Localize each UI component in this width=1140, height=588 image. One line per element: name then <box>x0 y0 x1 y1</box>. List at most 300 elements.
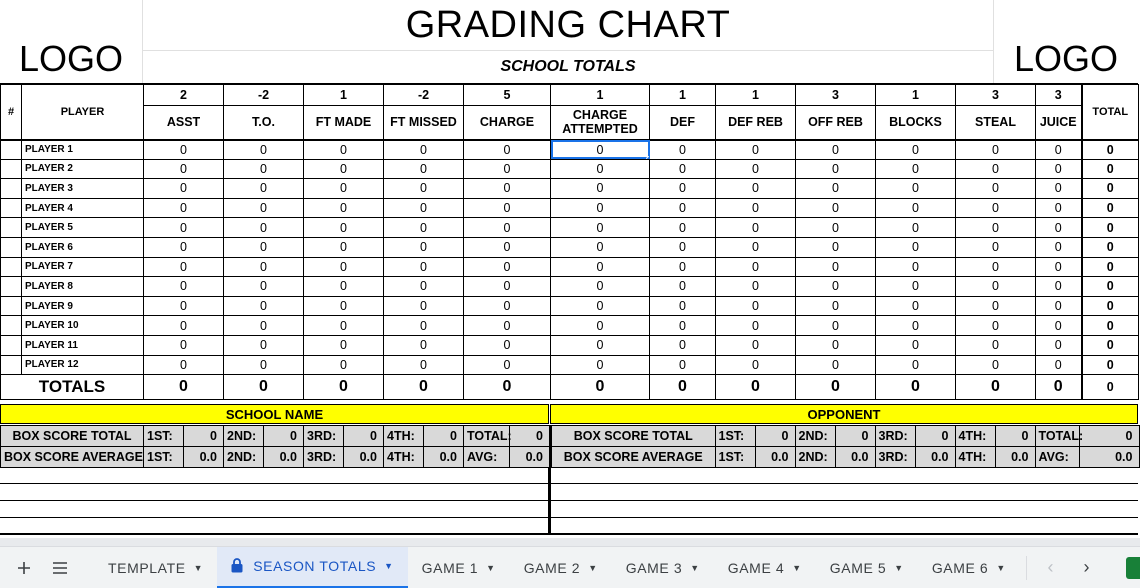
school-box-avg-row <box>1 447 550 468</box>
stat-cell[interactable]: 0 <box>464 316 551 336</box>
stat-cell[interactable]: 0 <box>304 335 384 355</box>
total-header: TOTAL <box>1082 85 1139 140</box>
stat-cell[interactable]: 0 <box>876 277 956 297</box>
q3-avg-value[interactable]: 0.0 <box>344 447 384 468</box>
stat-cell[interactable]: 0 <box>304 257 384 277</box>
stat-cell[interactable]: 0 <box>956 159 1036 179</box>
total-cell[interactable]: 0 <box>650 375 716 400</box>
school-box-total-row <box>1 426 550 447</box>
player-name[interactable]: PLAYER 12 <box>22 355 144 375</box>
stat-cell[interactable]: 0 <box>796 159 876 179</box>
sheet-title: GRADING CHART <box>405 3 731 46</box>
tab-label: GAME 6 <box>931 559 989 576</box>
tab-season-totals[interactable] <box>217 547 407 588</box>
stat-cell[interactable]: 0 <box>956 277 1036 297</box>
stat-weight[interactable]: 3 <box>796 85 876 106</box>
stat-cell[interactable]: 0 <box>304 355 384 375</box>
stat-cell[interactable]: 0 <box>1036 257 1082 277</box>
table-row <box>1 257 1139 277</box>
stat-cell[interactable]: 0 <box>1036 355 1082 375</box>
tab-label: GAME 5 <box>829 559 887 576</box>
stat-cell[interactable]: 0 <box>224 296 304 316</box>
stat-cell[interactable]: 0 <box>956 257 1036 277</box>
q2-value[interactable]: 0 <box>835 426 875 447</box>
stat-label: STEAL <box>956 106 1036 140</box>
row-number <box>1 355 22 375</box>
logo-left: LOGO <box>0 0 143 84</box>
player-total[interactable]: 0 <box>1082 355 1139 375</box>
stat-weight[interactable]: 1 <box>304 85 384 106</box>
total-cell[interactable]: 0 <box>876 375 956 400</box>
player-name[interactable]: PLAYER 2 <box>22 159 144 179</box>
stat-cell[interactable]: 0 <box>551 237 650 257</box>
stat-weight[interactable]: 2 <box>144 85 224 106</box>
stat-cell[interactable]: 0 <box>1036 277 1082 297</box>
stat-cell[interactable]: 0 <box>384 257 464 277</box>
stat-cell[interactable]: 0 <box>464 237 551 257</box>
stat-cell[interactable]: 0 <box>304 316 384 336</box>
q3-value[interactable]: 0 <box>344 426 384 447</box>
school-notes-area[interactable] <box>0 467 549 535</box>
stat-cell[interactable]: 0 <box>876 355 956 375</box>
stat-cell[interactable]: 0 <box>956 218 1036 238</box>
stat-cell[interactable]: 0 <box>796 316 876 336</box>
q1-value[interactable]: 0 <box>755 426 795 447</box>
stat-weight[interactable]: 1 <box>650 85 716 106</box>
q4-label: 4TH: <box>384 447 424 468</box>
stat-cell[interactable]: 0 <box>1036 218 1082 238</box>
player-name[interactable]: PLAYER 4 <box>22 198 144 218</box>
stat-cell[interactable]: 0 <box>796 296 876 316</box>
stat-cell[interactable]: 0 <box>551 198 650 218</box>
stat-cell[interactable]: 0 <box>551 257 650 277</box>
stat-cell[interactable]: 0 <box>650 140 716 160</box>
stat-label: DEF <box>650 106 716 140</box>
tab-label: GAME 3 <box>625 559 683 576</box>
q4-label: 4TH: <box>955 447 995 468</box>
total-cell[interactable]: 0 <box>224 375 304 400</box>
stat-cell[interactable]: 0 <box>144 335 224 355</box>
q2-avg-value[interactable]: 0.0 <box>264 447 304 468</box>
stat-cell[interactable]: 0 <box>144 198 224 218</box>
player-name[interactable]: PLAYER 5 <box>22 218 144 238</box>
player-total[interactable]: 0 <box>1082 159 1139 179</box>
stat-cell[interactable]: 0 <box>144 355 224 375</box>
stat-cell[interactable]: 0 <box>716 355 796 375</box>
stat-cell[interactable]: 0 <box>304 277 384 297</box>
stat-cell[interactable]: 0 <box>144 257 224 277</box>
opponent-box-avg-row <box>551 447 1139 468</box>
q1-value[interactable]: 0 <box>184 426 224 447</box>
stat-cell[interactable]: 0 <box>956 140 1036 160</box>
stat-cell[interactable]: 0 <box>144 179 224 199</box>
caret-down-icon[interactable]: ▼ <box>792 562 802 573</box>
player-total[interactable]: 0 <box>1082 335 1139 355</box>
stat-cell[interactable]: 0 <box>551 355 650 375</box>
total-cell[interactable]: 0 <box>1036 375 1082 400</box>
stat-cell[interactable]: 0 <box>144 316 224 336</box>
stat-cell[interactable]: 0 <box>384 218 464 238</box>
player-total[interactable]: 0 <box>1082 296 1139 316</box>
stat-cell[interactable]: 0 <box>464 140 551 160</box>
stat-cell[interactable]: 0 <box>716 218 796 238</box>
stat-label: CHARGE ATTEMPTED <box>551 106 650 140</box>
stat-cell[interactable]: 0 <box>464 296 551 316</box>
stat-cell[interactable]: 0 <box>384 355 464 375</box>
table-row <box>1 218 1139 238</box>
stat-cell[interactable]: 0 <box>876 316 956 336</box>
stat-label: FT MISSED <box>384 106 464 140</box>
total-cell[interactable]: 0 <box>144 375 224 400</box>
stat-cell[interactable]: 0 <box>551 218 650 238</box>
stat-cell[interactable]: 0 <box>224 159 304 179</box>
total-value[interactable]: 0 <box>1079 426 1139 447</box>
grand-total[interactable]: 0 <box>1082 375 1139 400</box>
stat-cell[interactable]: 0 <box>304 179 384 199</box>
stat-cell[interactable]: 0 <box>384 198 464 218</box>
stat-cell[interactable]: 0 <box>464 257 551 277</box>
stat-cell[interactable]: 0 <box>876 140 956 160</box>
stat-cell[interactable]: 0 <box>956 355 1036 375</box>
stat-cell[interactable]: 0 <box>144 159 224 179</box>
stat-cell[interactable]: 0 <box>956 237 1036 257</box>
q1-avg-value[interactable]: 0.0 <box>184 447 224 468</box>
stat-cell[interactable]: 0 <box>224 140 304 160</box>
stat-cell[interactable]: 0 <box>716 159 796 179</box>
stat-weight[interactable]: 5 <box>464 85 551 106</box>
player-total[interactable]: 0 <box>1082 218 1139 238</box>
stat-cell[interactable]: 0 <box>1036 296 1082 316</box>
tab-label: TEMPLATE <box>108 559 186 576</box>
horizontal-scrollbar[interactable] <box>0 538 1140 546</box>
stat-cell[interactable]: 0 <box>796 237 876 257</box>
box-score-average-label: BOX SCORE AVERAGE <box>551 447 715 468</box>
selected-cell[interactable]: 0 <box>551 140 650 160</box>
stat-label: ASST <box>144 106 224 140</box>
tab-game-6[interactable] <box>918 547 1020 588</box>
tab-template[interactable] <box>94 547 217 588</box>
stat-cell[interactable]: 0 <box>876 335 956 355</box>
stat-weight[interactable]: -2 <box>384 85 464 106</box>
caret-down-icon[interactable]: ▼ <box>384 561 394 571</box>
stat-cell[interactable]: 0 <box>876 159 956 179</box>
stat-cell[interactable]: 0 <box>716 198 796 218</box>
stat-cell[interactable]: 0 <box>876 198 956 218</box>
stat-cell[interactable]: 0 <box>796 140 876 160</box>
stat-cell[interactable]: 0 <box>304 218 384 238</box>
stat-cell[interactable]: 0 <box>551 296 650 316</box>
stat-cell[interactable]: 0 <box>224 179 304 199</box>
stat-cell[interactable]: 0 <box>796 257 876 277</box>
caret-down-icon[interactable]: ▼ <box>996 562 1006 573</box>
stat-cell[interactable]: 0 <box>650 335 716 355</box>
caret-down-icon[interactable]: ▼ <box>486 562 496 573</box>
opponent-banner: OPPONENT <box>550 404 1138 424</box>
stat-weight[interactable]: 3 <box>1036 85 1082 106</box>
row-number <box>1 198 22 218</box>
stat-weight[interactable]: -2 <box>224 85 304 106</box>
stat-cell[interactable]: 0 <box>956 335 1036 355</box>
stat-cell[interactable]: 0 <box>1036 159 1082 179</box>
row-number <box>1 140 22 160</box>
stat-cell[interactable]: 0 <box>464 179 551 199</box>
stat-cell[interactable]: 0 <box>876 237 956 257</box>
caret-down-icon[interactable]: ▼ <box>588 562 598 573</box>
row-number <box>1 179 22 199</box>
stat-cell[interactable]: 0 <box>650 277 716 297</box>
stat-label: BLOCKS <box>876 106 956 140</box>
player-total[interactable]: 0 <box>1082 257 1139 277</box>
stat-cell[interactable]: 0 <box>304 159 384 179</box>
stat-cell[interactable]: 0 <box>224 316 304 336</box>
player-name[interactable]: PLAYER 9 <box>22 296 144 316</box>
stat-cell[interactable]: 0 <box>384 316 464 336</box>
stat-cell[interactable]: 0 <box>716 257 796 277</box>
total-cell[interactable]: 0 <box>716 375 796 400</box>
stat-cell[interactable]: 0 <box>144 218 224 238</box>
table-row <box>1 355 1139 375</box>
stat-cell[interactable]: 0 <box>650 316 716 336</box>
player-name[interactable]: PLAYER 6 <box>22 237 144 257</box>
stat-cell[interactable]: 0 <box>224 277 304 297</box>
stat-cell[interactable]: 0 <box>650 159 716 179</box>
stat-cell[interactable]: 0 <box>384 237 464 257</box>
total-value[interactable]: 0 <box>510 426 550 447</box>
stat-cell[interactable]: 0 <box>144 296 224 316</box>
row-number <box>1 335 22 355</box>
q2-avg-value[interactable]: 0.0 <box>835 447 875 468</box>
q4-avg-value[interactable]: 0.0 <box>995 447 1035 468</box>
q1-label: 1ST: <box>715 447 755 468</box>
explore-icon[interactable] <box>1126 557 1140 579</box>
opponent-box-total-row <box>551 426 1139 447</box>
stat-cell[interactable]: 0 <box>464 355 551 375</box>
menu-icon[interactable] <box>42 547 78 588</box>
player-total[interactable]: 0 <box>1082 179 1139 199</box>
stat-cell[interactable]: 0 <box>224 218 304 238</box>
stat-cell[interactable]: 0 <box>551 179 650 199</box>
stat-cell[interactable]: 0 <box>796 277 876 297</box>
stat-cell[interactable]: 0 <box>956 179 1036 199</box>
tab-label: GAME 1 <box>421 559 479 576</box>
player-name[interactable]: PLAYER 1 <box>22 140 144 160</box>
player-total[interactable]: 0 <box>1082 316 1139 336</box>
table-row <box>1 277 1139 297</box>
table-row <box>1 159 1139 179</box>
stat-cell[interactable]: 0 <box>876 257 956 277</box>
stat-cell[interactable]: 0 <box>464 198 551 218</box>
lock-icon <box>231 558 245 574</box>
stat-cell[interactable]: 0 <box>144 237 224 257</box>
stat-cell[interactable]: 0 <box>384 159 464 179</box>
chevron-left-icon[interactable]: ‹ <box>1047 557 1055 577</box>
stat-cell[interactable]: 0 <box>304 296 384 316</box>
q4-avg-value[interactable]: 0.0 <box>424 447 464 468</box>
grading-table <box>0 84 1139 400</box>
stat-cell[interactable]: 0 <box>650 257 716 277</box>
q1-avg-value[interactable]: 0.0 <box>755 447 795 468</box>
stat-cell[interactable]: 0 <box>384 179 464 199</box>
sheet-tabs <box>94 547 1020 588</box>
tab-separator <box>1026 556 1027 580</box>
stat-cell[interactable]: 0 <box>551 316 650 336</box>
q3-avg-value[interactable]: 0.0 <box>915 447 955 468</box>
column-header-row <box>1 106 1139 140</box>
q3-value[interactable]: 0 <box>915 426 955 447</box>
stat-cell[interactable]: 0 <box>650 198 716 218</box>
stat-cell[interactable]: 0 <box>1036 140 1082 160</box>
tab-game-5[interactable] <box>816 547 918 588</box>
chevron-right-icon[interactable]: › <box>1083 557 1091 577</box>
box-score-average-label: BOX SCORE AVERAGE <box>1 447 144 468</box>
stat-cell[interactable]: 0 <box>716 140 796 160</box>
stat-cell[interactable]: 0 <box>1036 237 1082 257</box>
stat-cell[interactable]: 0 <box>716 316 796 336</box>
stat-cell[interactable]: 0 <box>304 237 384 257</box>
stat-cell[interactable]: 0 <box>1036 198 1082 218</box>
avg-label: AVG: <box>464 447 510 468</box>
stat-cell[interactable]: 0 <box>144 277 224 297</box>
total-cell[interactable]: 0 <box>304 375 384 400</box>
stat-cell[interactable]: 0 <box>650 355 716 375</box>
table-row <box>1 198 1139 218</box>
stat-cell[interactable]: 0 <box>796 218 876 238</box>
total-cell[interactable]: 0 <box>796 375 876 400</box>
tab-label: SEASON TOTALS <box>253 558 377 574</box>
player-name[interactable]: PLAYER 3 <box>22 179 144 199</box>
stat-cell[interactable]: 0 <box>1036 179 1082 199</box>
stat-cell[interactable]: 0 <box>224 257 304 277</box>
stat-cell[interactable]: 0 <box>1036 316 1082 336</box>
q1-label: 1ST: <box>144 426 184 447</box>
stat-label: JUICE <box>1036 106 1082 140</box>
tab-game-4[interactable] <box>714 547 816 588</box>
stat-cell[interactable]: 0 <box>224 237 304 257</box>
player-name[interactable]: PLAYER 7 <box>22 257 144 277</box>
stat-cell[interactable]: 0 <box>650 237 716 257</box>
total-cell[interactable]: 0 <box>956 375 1036 400</box>
stat-weight[interactable]: 3 <box>956 85 1036 106</box>
table-row <box>1 316 1139 336</box>
stat-weight[interactable]: 1 <box>551 85 650 106</box>
stat-cell[interactable]: 0 <box>796 198 876 218</box>
stat-cell[interactable]: 0 <box>876 218 956 238</box>
stat-cell[interactable]: 0 <box>224 198 304 218</box>
stat-cell[interactable]: 0 <box>716 296 796 316</box>
stat-cell[interactable]: 0 <box>224 335 304 355</box>
stat-cell[interactable]: 0 <box>551 335 650 355</box>
caret-down-icon[interactable]: ▼ <box>193 562 204 573</box>
player-name[interactable]: PLAYER 8 <box>22 277 144 297</box>
stat-cell[interactable]: 0 <box>716 179 796 199</box>
stat-cell[interactable]: 0 <box>716 335 796 355</box>
stat-cell[interactable]: 0 <box>716 237 796 257</box>
player-name[interactable]: PLAYER 11 <box>22 335 144 355</box>
q2-label: 2ND: <box>224 447 264 468</box>
avg-value[interactable]: 0.0 <box>1079 447 1139 468</box>
stat-cell[interactable]: 0 <box>551 277 650 297</box>
stat-cell[interactable]: 0 <box>956 296 1036 316</box>
totals-row <box>1 375 1139 400</box>
stat-cell[interactable]: 0 <box>304 140 384 160</box>
num-header: # <box>1 85 22 140</box>
caret-down-icon[interactable]: ▼ <box>690 562 700 573</box>
total-cell[interactable]: 0 <box>551 375 650 400</box>
player-total[interactable]: 0 <box>1082 277 1139 297</box>
school-name-banner: SCHOOL NAME <box>0 404 549 424</box>
stat-label: CHARGE <box>464 106 551 140</box>
stat-cell[interactable]: 0 <box>956 316 1036 336</box>
q4-value[interactable]: 0 <box>995 426 1035 447</box>
total-label: TOTAL: <box>1035 426 1079 447</box>
stat-cell[interactable]: 0 <box>650 179 716 199</box>
stat-cell[interactable]: 0 <box>384 140 464 160</box>
stat-cell[interactable]: 0 <box>956 198 1036 218</box>
caret-down-icon[interactable]: ▼ <box>894 562 904 573</box>
stat-cell[interactable]: 0 <box>650 218 716 238</box>
stat-cell[interactable]: 0 <box>796 335 876 355</box>
avg-value[interactable]: 0.0 <box>510 447 550 468</box>
tab-game-2[interactable] <box>510 547 612 588</box>
row-number <box>1 277 22 297</box>
stat-label: T.O. <box>224 106 304 140</box>
player-total[interactable]: 0 <box>1082 237 1139 257</box>
stat-cell[interactable]: 0 <box>384 277 464 297</box>
stat-cell[interactable]: 0 <box>464 218 551 238</box>
stat-cell[interactable]: 0 <box>144 140 224 160</box>
stat-cell[interactable]: 0 <box>464 335 551 355</box>
totals-label: TOTALS <box>1 375 144 400</box>
stat-cell[interactable]: 0 <box>796 355 876 375</box>
stat-cell[interactable]: 0 <box>796 179 876 199</box>
stat-cell[interactable]: 0 <box>551 159 650 179</box>
plus-icon[interactable] <box>6 547 42 588</box>
stat-cell[interactable]: 0 <box>224 355 304 375</box>
opponent-box-score <box>550 425 1140 468</box>
fill-handle[interactable] <box>646 156 650 160</box>
stat-cell[interactable]: 0 <box>464 277 551 297</box>
player-total[interactable]: 0 <box>1082 140 1139 160</box>
q4-value[interactable]: 0 <box>424 426 464 447</box>
player-total[interactable]: 0 <box>1082 198 1139 218</box>
stat-weight[interactable]: 1 <box>876 85 956 106</box>
opponent-notes-area[interactable] <box>549 467 1138 535</box>
total-cell[interactable]: 0 <box>464 375 551 400</box>
stat-cell[interactable]: 0 <box>384 296 464 316</box>
row-number <box>1 237 22 257</box>
stat-cell[interactable]: 0 <box>876 179 956 199</box>
stat-cell[interactable]: 0 <box>876 296 956 316</box>
table-row <box>1 237 1139 257</box>
row-number <box>1 257 22 277</box>
stat-cell[interactable]: 0 <box>716 277 796 297</box>
total-cell[interactable]: 0 <box>384 375 464 400</box>
q3-label: 3RD: <box>875 426 915 447</box>
stat-cell[interactable]: 0 <box>464 159 551 179</box>
q2-value[interactable]: 0 <box>264 426 304 447</box>
q2-label: 2ND: <box>795 447 835 468</box>
tab-game-3[interactable] <box>612 547 714 588</box>
logo-right: LOGO <box>993 0 1138 84</box>
stat-cell[interactable]: 0 <box>1036 335 1082 355</box>
stat-cell[interactable]: 0 <box>304 198 384 218</box>
stat-cell[interactable]: 0 <box>384 335 464 355</box>
stat-weight[interactable]: 1 <box>716 85 796 106</box>
tab-game-1[interactable] <box>408 547 510 588</box>
stat-cell[interactable]: 0 <box>650 296 716 316</box>
player-name[interactable]: PLAYER 10 <box>22 316 144 336</box>
table-row <box>1 179 1139 199</box>
